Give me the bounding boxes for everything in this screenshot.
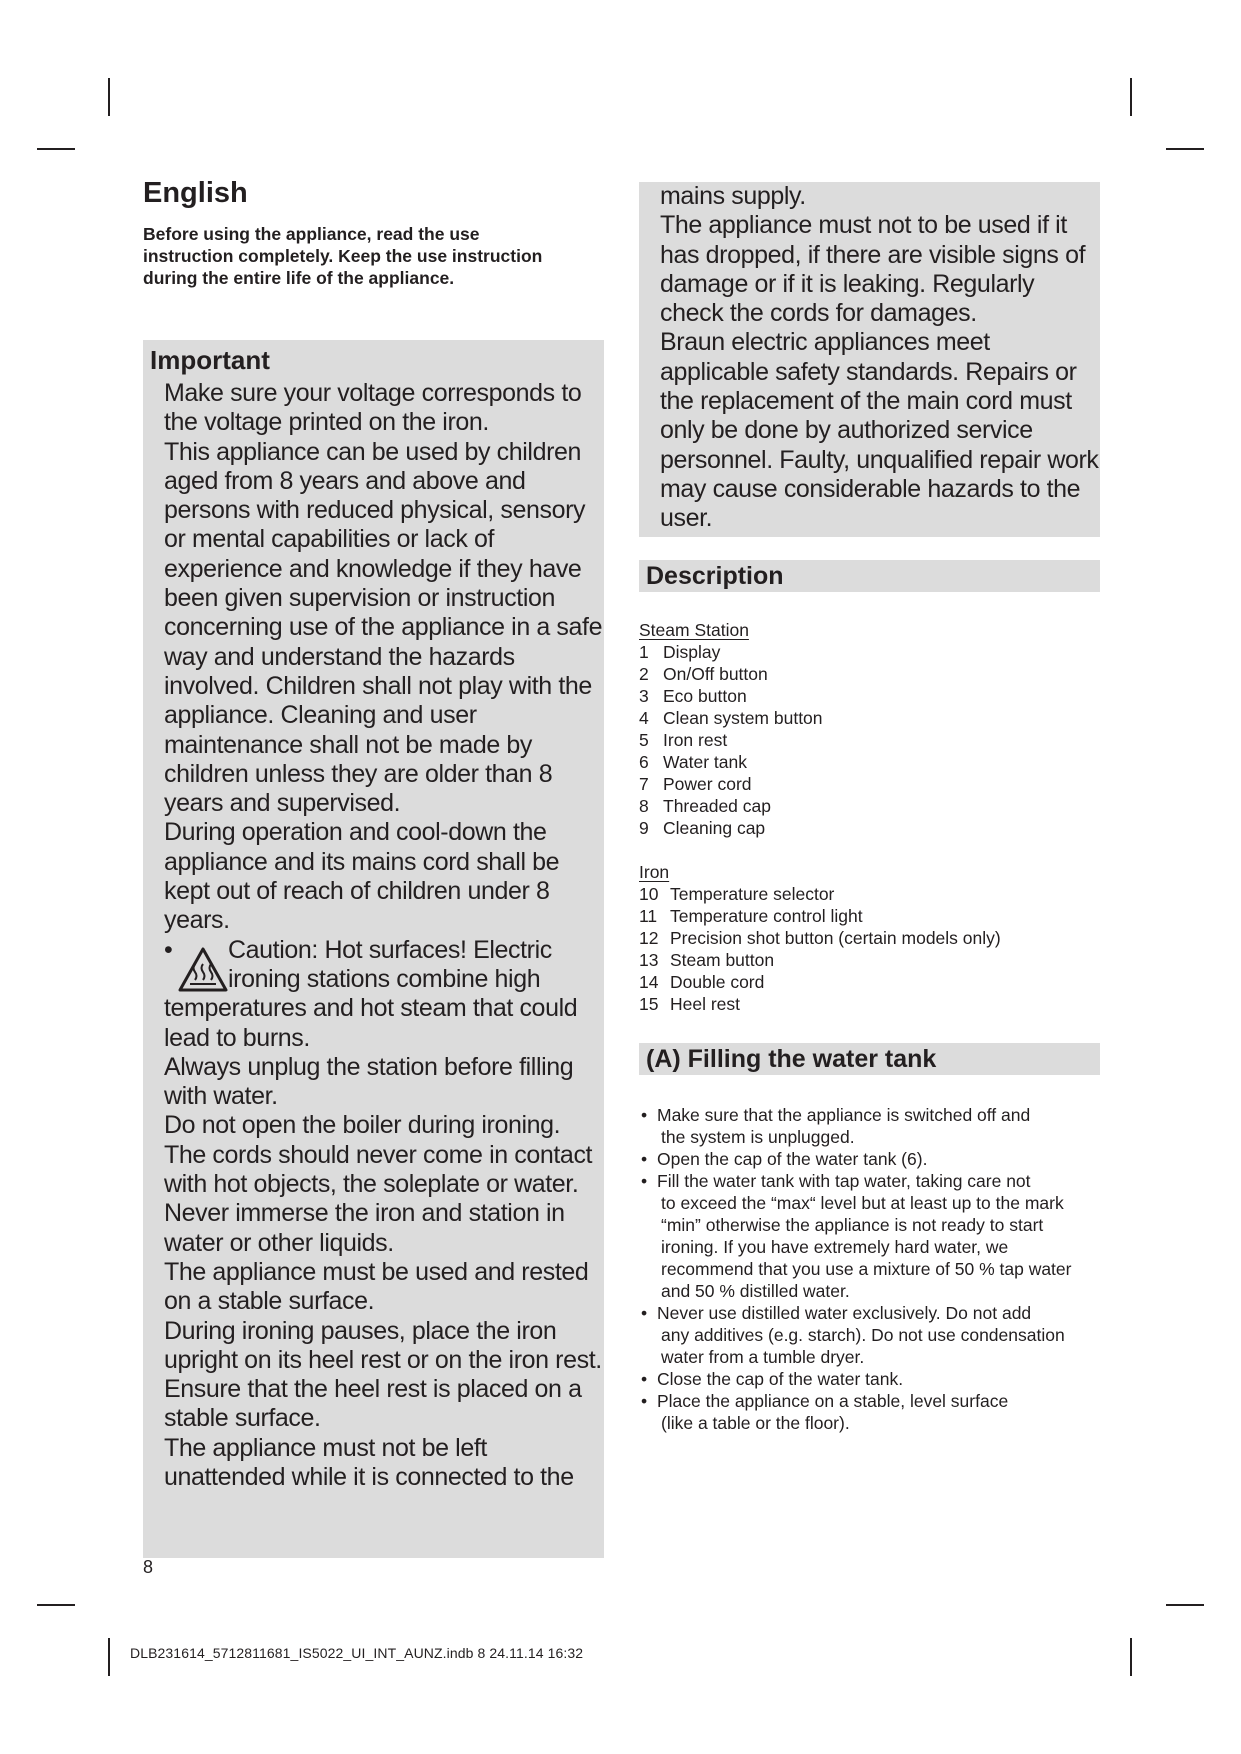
list-item	[639, 685, 823, 707]
filling-step-continuation: to exceed the “max“ level but at least up to the mark “min” otherwise the appliance is not ready to start ironing. If you have extremely hard water, we recommend that you use a mixture of 50 % tap water and 50 % distilled water.	[661, 1193, 1072, 1301]
crop-mark-top-left-v	[108, 78, 110, 116]
list-item-label: Precision shot button (certain models only)	[670, 928, 1001, 948]
list-item	[639, 795, 823, 817]
list-item	[639, 949, 1001, 971]
list-item-label: Heel rest	[670, 994, 741, 1014]
list-item-number: 14	[639, 972, 659, 992]
filling-step-continuation: the system is unplugged.	[661, 1127, 855, 1147]
list-item-label: Water tank	[663, 752, 747, 772]
important-body	[164, 379, 604, 1492]
filling-step-text: Fill the water tank with tap water, taking care not	[657, 1171, 1031, 1191]
list-item	[639, 971, 1001, 993]
description-bar	[639, 560, 1100, 592]
filling-step-text: Never use distilled water exclusively. Do not add	[657, 1303, 1032, 1323]
caution-bullet: •	[164, 935, 173, 964]
filling-step	[639, 1148, 1099, 1170]
list-item-number: 8	[639, 796, 649, 816]
list-item	[639, 905, 1001, 927]
filling-step	[639, 1390, 1099, 1434]
important-cont-braun: Braun electric appliances meet applicable safety standards. Repairs or the replacement of the main cord must only be done by authorized service personnel. Faulty, unqualified repair work may cause considerable hazards to the user.	[660, 328, 1099, 533]
list-item-number: 6	[639, 752, 649, 772]
filling-step	[639, 1170, 1099, 1302]
list-item-number: 13	[639, 950, 659, 970]
iron-title: Iron	[639, 862, 670, 882]
list-item-label: Clean system button	[663, 708, 823, 728]
list-item	[639, 817, 823, 839]
filling-instructions	[639, 1104, 1099, 1434]
list-item-number: 1	[639, 642, 649, 662]
list-item-number: 11	[639, 906, 658, 926]
hot-surface-warning-icon	[178, 946, 228, 992]
important-para-cords: The cords should never come in contact with hot objects, the soleplate or water.	[164, 1140, 593, 1199]
important-continued-body	[660, 182, 1100, 534]
important-para-immerse: Never immerse the iron and station in water or other liquids.	[164, 1199, 565, 1257]
crop-mark-top-right-v	[1130, 78, 1132, 116]
list-item-label: Temperature control light	[670, 906, 863, 926]
list-item	[639, 751, 823, 773]
filling-step	[639, 1368, 1099, 1390]
filling-step-text: Place the appliance on a stable, level surface	[657, 1391, 1009, 1411]
list-item-label: Steam button	[670, 950, 775, 970]
important-cont-mains: mains supply.	[660, 182, 806, 210]
caution-line-1: Caution: Hot surfaces! Electric	[228, 935, 552, 964]
steam-station-title: Steam Station	[639, 620, 749, 640]
description-heading: Description	[646, 562, 784, 590]
important-para-children: This appliance can be used by children aged from 8 years and above and persons with reduced physical, sensory or mental capabilities or lack of experience and knowledge if they have been given supervision or instruction concerning use of the appliance in a safe way and understand the hazards involved. Children shall not play with the appliance. Cleaning and user maintenance shall not be made by children unless they are older than 8 years and supervised.	[164, 437, 603, 818]
important-para-stable: The appliance must be used and rested on a stable surface.	[164, 1257, 589, 1316]
filling-step-text: Open the cap of the water tank (6).	[657, 1149, 928, 1169]
filling-step	[639, 1104, 1099, 1148]
list-item	[639, 641, 823, 663]
list-item-label: Iron rest	[663, 730, 728, 750]
important-para-unattended: The appliance must not be left unattended while it is connected to the	[164, 1433, 574, 1491]
list-item	[639, 883, 1001, 905]
important-heading: Important	[150, 345, 270, 375]
caution-block	[164, 936, 604, 995]
list-item-label: Eco button	[663, 686, 747, 706]
list-item-label: Threaded cap	[663, 796, 771, 816]
important-para-cooldown: During operation and cool-down the appliance and its mains cord shall be kept out of reach of children under 8 years.	[164, 818, 560, 935]
important-section	[143, 340, 604, 1558]
important-para-voltage: Make sure your voltage corresponds to the voltage printed on the iron.	[164, 379, 582, 437]
list-item-label: Temperature selector	[670, 884, 835, 904]
list-item-number: 2	[639, 664, 649, 684]
filling-step-text: Close the cap of the water tank.	[657, 1369, 904, 1389]
list-item	[639, 993, 1001, 1015]
crop-mark-bottom-right-v	[1130, 1638, 1132, 1676]
list-item-number: 3	[639, 686, 649, 706]
important-caution-rest: temperatures and hot steam that could lead to burns.	[164, 994, 578, 1052]
caution-line-2: ironing stations combine high	[228, 964, 541, 993]
list-item	[639, 663, 823, 685]
crop-mark-bottom-right-h	[1166, 1604, 1204, 1606]
filling-step	[639, 1302, 1099, 1368]
important-para-unplug: Always unplug the station before filling with water.	[164, 1052, 574, 1111]
intro-text: Before using the appliance, read the use instruction completely. Keep the use instruction during the entire life of the appliance.	[143, 224, 543, 288]
filling-step-text: Make sure that the appliance is switched off and	[657, 1105, 1031, 1125]
crop-mark-bottom-left-v	[108, 1638, 110, 1676]
list-item-number: 12	[639, 928, 659, 948]
filling-bar	[639, 1043, 1100, 1075]
list-item-number: 7	[639, 774, 649, 794]
crop-mark-top-right-h	[1166, 148, 1204, 150]
filling-step-continuation: (like a table or the floor).	[661, 1413, 850, 1433]
list-item-number: 4	[639, 708, 649, 728]
list-item-number: 9	[639, 818, 649, 838]
list-item-number: 5	[639, 730, 649, 750]
list-item-label: Power cord	[663, 774, 752, 794]
important-para-pauses: During ironing pauses, place the iron upright on its heel rest or on the iron rest. Ensure that the heel rest is placed on a stable surface.	[164, 1316, 602, 1433]
list-item-number: 15	[639, 994, 659, 1014]
language-title: English	[143, 177, 248, 209]
list-item	[639, 927, 1001, 949]
list-item	[639, 707, 823, 729]
filling-step-continuation: any additives (e.g. starch). Do not use condensation water from a tumble dryer.	[661, 1325, 1065, 1367]
list-item-label: On/Off button	[663, 664, 768, 684]
steam-station-list	[639, 619, 823, 839]
filling-heading: (A) Filling the water tank	[646, 1045, 937, 1073]
iron-list	[639, 861, 1001, 1015]
list-item-label: Display	[663, 642, 721, 662]
list-item	[639, 729, 823, 751]
important-para-boiler: Do not open the boiler during ironing.	[164, 1111, 561, 1140]
important-cont-dropped: The appliance must not to be used if it has dropped, if there are visible signs of damage or if it is leaking. Regularly check the cords for damages.	[660, 211, 1086, 328]
print-footer: DLB231614_5712811681_IS5022_UI_INT_AUNZ.indb 8 24.11.14 16:32	[130, 1645, 584, 1661]
crop-mark-bottom-left-h	[37, 1604, 75, 1606]
list-item-label: Cleaning cap	[663, 818, 766, 838]
crop-mark-top-left-h	[37, 148, 75, 150]
list-item	[639, 773, 823, 795]
list-item-number: 10	[639, 884, 659, 904]
list-item-label: Double cord	[670, 972, 765, 992]
page-number: 8	[143, 1557, 154, 1577]
important-continued-section	[639, 182, 1100, 537]
